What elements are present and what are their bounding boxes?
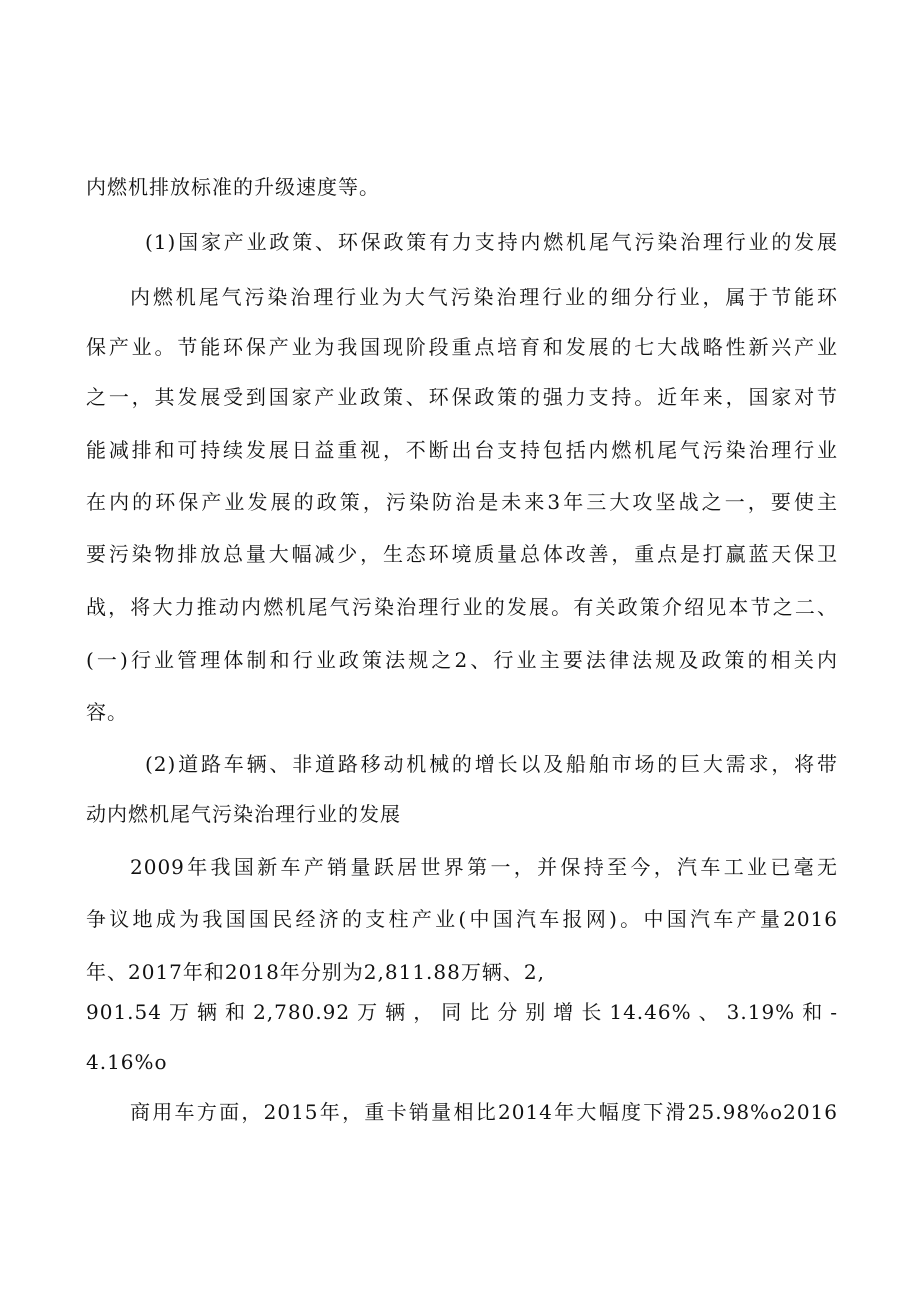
text-line: 要污染物排放总量大幅减少，生态环境质量总体改善，重点是打赢蓝天保卫 xyxy=(86,542,838,566)
text-line: 保产业。节能环保产业为我国现阶段重点培育和发展的七大战略性新兴产业 xyxy=(86,335,838,359)
text-line: 在内的环保产业发展的政策，污染防治是未来3年三大攻坚战之一，要使主 xyxy=(86,490,838,514)
text-line: 内燃机尾气污染治理行业为大气污染治理行业的细分行业，属于节能环 xyxy=(130,285,838,309)
section-heading-1: (1)国家产业政策、环保政策有力支持内燃机尾气污染治理行业的发展 xyxy=(145,230,838,254)
text-line: 之一，其发展受到国家产业政策、环保政策的强力支持。近年来，国家对节 xyxy=(86,385,838,409)
text-line: 901.54万辆和2,780.92万辆，同比分别增长14.46%、3.19%和- xyxy=(86,1000,838,1024)
text-line: 能减排和可持续发展日益重视，不断出台支持包括内燃机尾气污染治理行业 xyxy=(86,438,838,462)
text-line: 容。 xyxy=(86,700,128,724)
text-line: 商用车方面，2015年，重卡销量相比2014年大幅度下滑25.98%o2016 xyxy=(130,1100,838,1124)
text-line: 争议地成为我国国民经济的支柱产业(中国汽车报网)。中国汽车产量2016 xyxy=(86,907,838,931)
text-line: (一)行业管理体制和行业政策法规之2、行业主要法律法规及政策的相关内 xyxy=(86,648,838,672)
text-line: 战，将大力推动内燃机尾气污染治理行业的发展。有关政策介绍见本节之二、 xyxy=(86,595,838,619)
text-line: 内燃机排放标准的升级速度等。 xyxy=(86,175,380,199)
section-heading-2: (2)道路车辆、非道路移动机械的增长以及船舶市场的巨大需求，将带 xyxy=(145,752,838,776)
section-heading-2-continuation: 动内燃机尾气污染治理行业的发展 xyxy=(86,802,401,826)
text-line: 年、2017年和2018年分别为2,811.88万辆、2, xyxy=(86,960,545,984)
text-line: 4.16%o xyxy=(86,1050,168,1074)
text-line: 2009年我国新车产销量跃居世界第一，并保持至今，汽车工业已毫无 xyxy=(130,855,838,879)
